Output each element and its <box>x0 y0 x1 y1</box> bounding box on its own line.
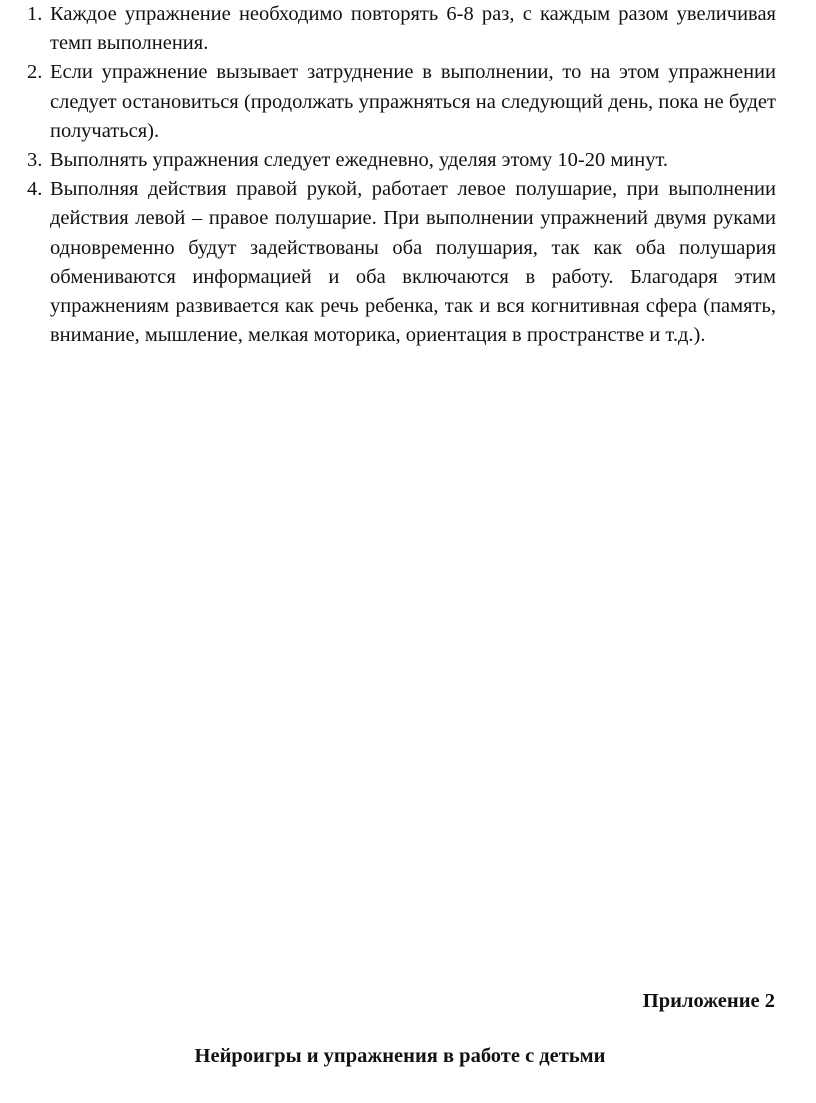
list-item <box>27 0 776 58</box>
list-item-text: Выполняя действия правой рукой, работает левое полушарие, при выполнении действия левой – правое полушарие. При выполнении упражнений двумя руками одновременно будут задействованы оба полушария, так как оба полушария обмениваются информацией и оба включаются в работу. Благодаря этим упражнениям развивается как речь ребенка, так и вся когнитивная сфера (память, внимание, мышление, мелкая моторика, ориентация в пространстве и т.д.). <box>50 178 776 347</box>
list-item <box>27 58 776 146</box>
list-item-number: 4. <box>27 178 43 201</box>
list-item-number: 1. <box>27 3 43 25</box>
list-item <box>27 146 776 175</box>
list-item-number: 3. <box>27 149 43 172</box>
list-item-number: 2. <box>27 61 43 84</box>
rules-list <box>27 0 776 350</box>
appendix-title: Нейроигры и упражнения в работе с детьми <box>194 1045 606 1067</box>
appendix-label: Приложение 2 <box>642 990 775 1012</box>
list-item-text: Каждое упражнение необходимо повторять 6-8 раз, с каждым разом увеличивая темп выполнения. <box>50 3 776 55</box>
list-item <box>27 175 776 350</box>
list-item-text: Если упражнение вызывает затруднение в выполнении, то на этом упражнении следует остановиться (продолжать упражняться на следующий день, пока не будет получаться). <box>50 61 776 142</box>
list-item-text: Выполнять упражнения следует ежедневно, уделяя этому 10-20 минут. <box>50 149 669 172</box>
